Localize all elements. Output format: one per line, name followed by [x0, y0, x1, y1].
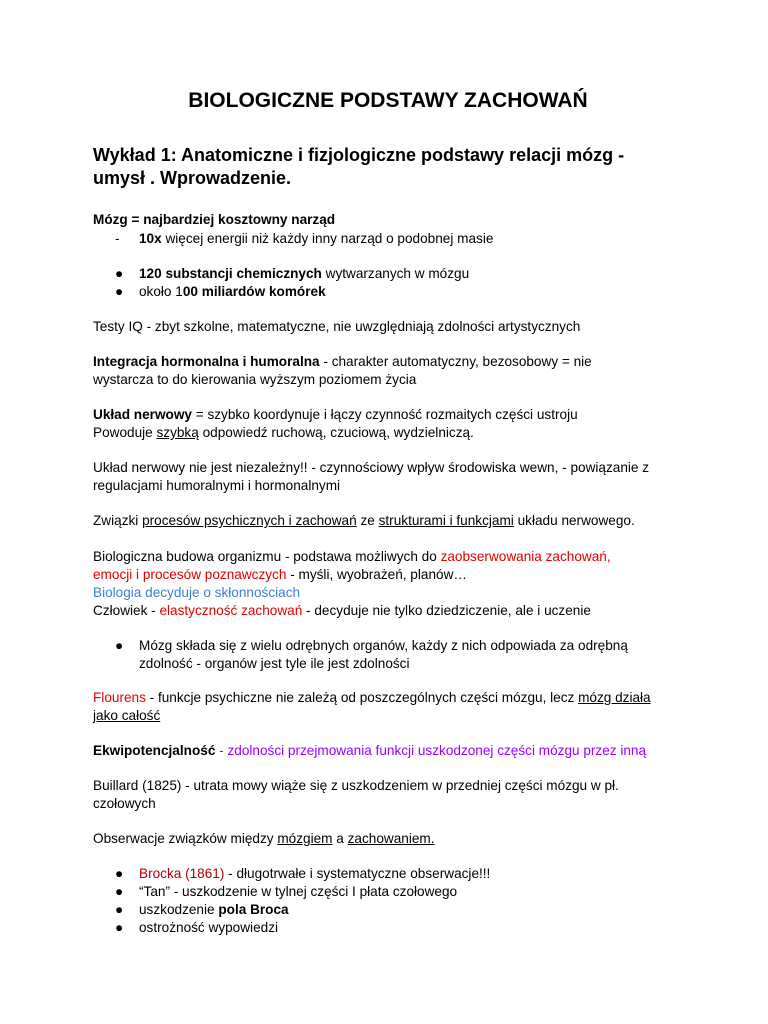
flourens-underlined-1: mózg działa [578, 690, 651, 705]
observations-pre: Obserwacje związków między [93, 831, 278, 846]
nervous-line2-pre: Powoduje [93, 425, 157, 440]
bullet-marker: ● [115, 902, 124, 917]
observations-underlined-1: mózgiem [277, 831, 333, 846]
integration-paragraph [93, 353, 683, 389]
equipotentiality-paragraph [93, 742, 683, 760]
observations-mid: a [332, 831, 348, 846]
organs-line1: Mózg składa się z wielu odrębnych organów, każdy z nich odpowiada za odrębną [139, 638, 628, 653]
cells-item [139, 283, 679, 301]
nervous-bold: Układ nerwowy [93, 407, 192, 422]
relations-underlined-2: strukturami i funkcjami [378, 513, 514, 528]
flourens-name: Flourens [93, 690, 146, 705]
biology-line1-red: zaobserwowania zachowań, [440, 549, 611, 564]
independence-paragraph [93, 459, 683, 495]
integration-bold: Integracja hormonalna i humoralna [93, 354, 320, 369]
flourens-paragraph [93, 689, 683, 725]
organs-line2: zdolność - organów jest tyle ile jest zdolności [139, 656, 410, 671]
substances-bold: 120 substancji chemicznych [139, 266, 322, 281]
lecture-heading-line2: umysł . Wprowadzenie. [93, 168, 292, 188]
buillard-line2: czołowych [93, 796, 156, 811]
organs-item [139, 637, 679, 673]
observations-paragraph [93, 830, 683, 848]
substances-item [139, 265, 679, 283]
bullet-marker: ● [115, 266, 124, 281]
energy-bold: 10x [139, 231, 162, 246]
integration-line2: wystarcza to do kierowania wyższym poziomem życia [93, 372, 417, 387]
bullet-marker: ● [115, 866, 124, 881]
nervous-rest: = szybko koordynuje i łączy czynność rozmaitych części ustroju [191, 407, 578, 422]
broca-name: Brocka (1861) [139, 866, 225, 881]
document-title: BIOLOGICZNE PODSTAWY ZACHOWAŃ [188, 89, 588, 112]
biology-paragraph [93, 548, 683, 620]
broca-item-4: ostrożność wypowiedzi [139, 920, 279, 935]
nervous-line2-rest: odpowiedź ruchową, czuciową, wydzielniczą. [198, 425, 474, 440]
relations-pre: Związki [93, 513, 143, 528]
broca-item-3 [139, 901, 679, 919]
equipotentiality-bold: Ekwipotencjalność [93, 743, 216, 758]
biology-line3-blue: Biologia decyduje o skłonnościach [93, 585, 301, 600]
broca-item-3-bold: pola Broca [218, 902, 289, 917]
biology-line1-pre: Biologiczna budowa organizmu - podstawa możliwych do [93, 549, 441, 564]
observations-underlined-2: zachowaniem. [347, 831, 435, 846]
bullet-marker: ● [115, 920, 124, 935]
lecture-heading [93, 144, 653, 190]
bullet-marker: ● [115, 284, 124, 299]
biology-line2-red: emocji i procesów poznawczych [93, 567, 287, 582]
relations-underlined-1: procesów psychicznych i zachowań [142, 513, 357, 528]
brain-lead: Mózg = najbardziej kosztowny narząd [93, 212, 336, 227]
equipotentiality-purple: - zdolności przejmowania funkcji uszkodzonej części mózgu przez inną [215, 743, 647, 758]
bullet-marker: ● [115, 884, 124, 899]
biology-line4-pre: Człowiek - [93, 603, 160, 618]
lecture-heading-line1: Wykład 1: Anatomiczne i fizjologiczne podstawy relacji mózg - [93, 145, 625, 165]
independence-line2: regulacjami humoralnymi i hormonalnymi [93, 478, 341, 493]
cells-bold: 00 miliardów komórek [182, 284, 326, 299]
cells-pre: około 1 [139, 284, 183, 299]
biology-line4-rest: - decyduje nie tylko dziedziczenie, ale i uczenie [302, 603, 591, 618]
energy-rest: więcej energii niż każdy inny narząd o podobnej masie [161, 231, 494, 246]
biology-line2-rest: - myśli, wyobrażeń, planów… [286, 567, 467, 582]
broca-item-1 [139, 865, 679, 883]
broca-item-3-pre: uszkodzenie [139, 902, 219, 917]
relations-post: układu nerwowego. [513, 513, 635, 528]
nervous-paragraph [93, 406, 683, 442]
biology-line4-red: elastyczność zachowań [159, 603, 303, 618]
nervous-underlined: szybką [156, 425, 199, 440]
buillard-paragraph [93, 777, 683, 813]
flourens-rest: - funkcje psychiczne nie zależą od poszczególnych części mózgu, lecz [145, 690, 579, 705]
independence-line1: Układ nerwowy nie jest niezależny!! - czynnościowy wpływ środowiska wewn, - powiązanie z [93, 460, 650, 475]
substances-rest: wytwarzanych w mózgu [321, 266, 470, 281]
buillard-line1: Buillard (1825) - utrata mowy wiąże się z uszkodzeniem w przedniej części mózgu w pł. [93, 778, 619, 793]
energy-item [139, 230, 679, 248]
relations-mid: ze [356, 513, 379, 528]
dash-marker: - [115, 231, 120, 246]
broca-item-2: “Tan” - uszkodzenie w tylnej części I płata czołowego [139, 884, 458, 899]
integration-rest: - charakter automatyczny, bezosobowy = nie [319, 354, 592, 369]
bullet-marker: ● [115, 638, 124, 653]
iq-paragraph: Testy IQ - zbyt szkolne, matematyczne, nie uwzględniają zdolności artystycznych [93, 319, 581, 334]
broca-item-1-rest: - długotrwałe i systematyczne obserwacje!!! [224, 866, 491, 881]
relations-paragraph [93, 512, 683, 530]
flourens-underlined-2: jako całość [93, 708, 161, 723]
